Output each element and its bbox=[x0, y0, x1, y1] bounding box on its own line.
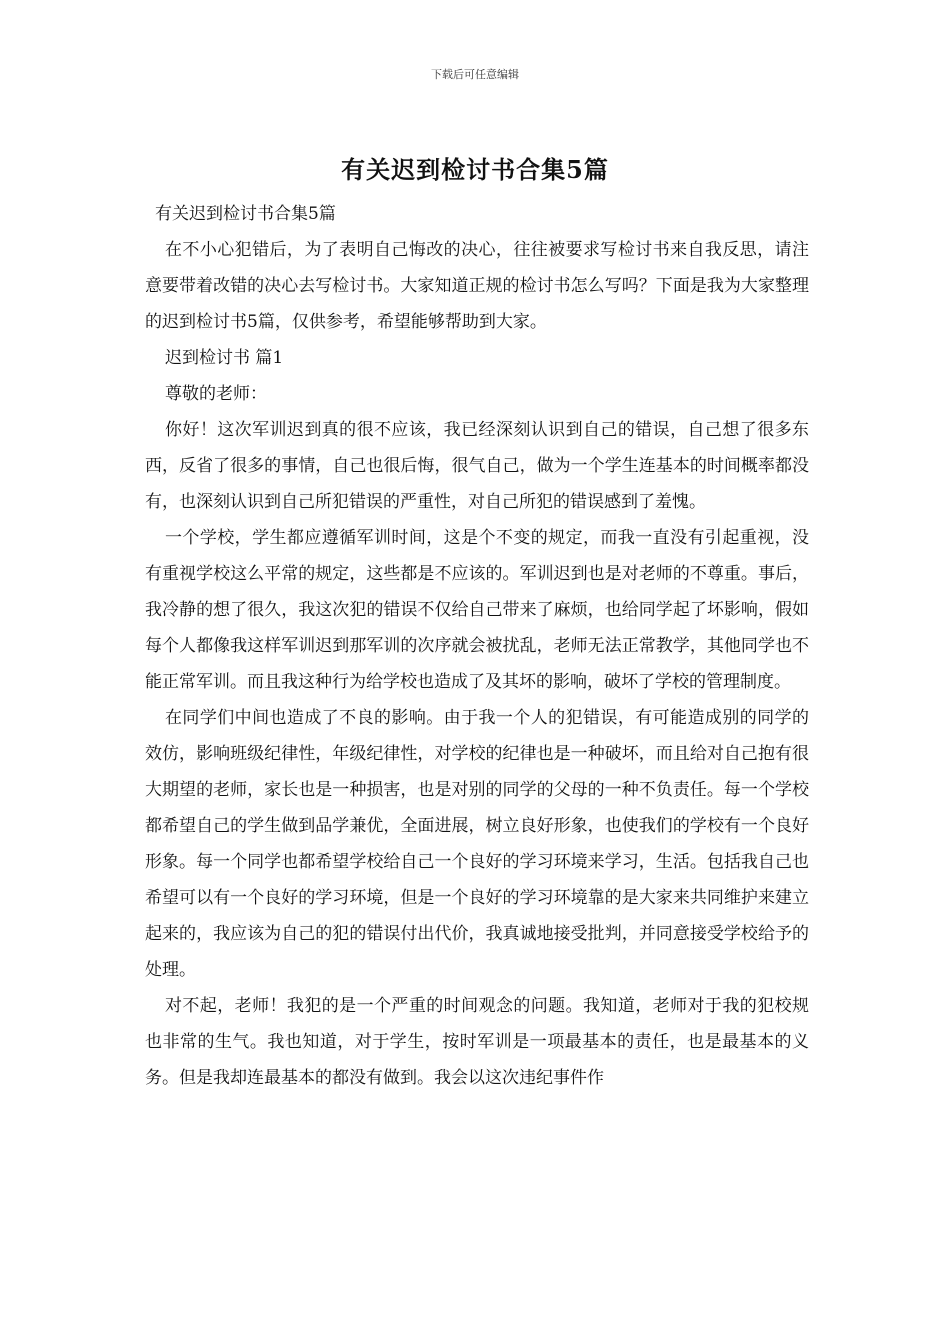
section-heading: 迟到检讨书 篇1 bbox=[165, 348, 284, 368]
paragraph: 你好！这次军训迟到真的很不应该，我已经深刻认识到自己的错误，自己想了很多东西，反省了很多的事情，自己也很后悔，很气自己，做为一个学生连基本的时间概率都没有，也深刻认识到自己所犯错误的严重性，对自己所犯的错误感到了羞愧。 bbox=[145, 420, 809, 512]
document-body bbox=[145, 196, 809, 1096]
paragraph-intro: 在不小心犯错后，为了表明自己悔改的决心，往往被要求写检讨书来自我反思，请注意要带着改错的决心去写检讨书。大家知道正规的检讨书怎么写吗？下面是我为大家整理的迟到检讨书5篇，仅供参考，希望能够帮助到大家。 bbox=[145, 240, 809, 332]
paragraph-subtitle: 有关迟到检讨书合集5篇 bbox=[155, 204, 336, 224]
paragraph: 一个学校，学生都应遵循军训时间，这是个不变的规定，而我一直没有引起重视，没有重视学校这么平常的规定，这些都是不应该的。军训迟到也是对老师的不尊重。事后，我冷静的想了很久，我这次犯的错误不仅给自己带来了麻烦，也给同学起了坏影响，假如每个人都像我这样军训迟到那军训的次序就会被扰乱，老师无法正常教学，其他同学也不能正常军训。而且我这种行为给学校也造成了及其坏的影响，破坏了学校的管理制度。 bbox=[145, 528, 809, 692]
paragraph: 在同学们中间也造成了不良的影响。由于我一个人的犯错误，有可能造成别的同学的效仿，影响班级纪律性，年级纪律性，对学校的纪律也是一种破坏，而且给对自己抱有很大期望的老师，家长也是一种损害，也是对别的同学的父母的一种不负责任。每一个学校都希望自己的学生做到品学兼优，全面进展，树立良好形象，也使我们的学校有一个良好形象。每一个同学也都希望学校给自己一个良好的学习环境来学习，生活。包括我自己也希望可以有一个良好的学习环境，但是一个良好的学习环境靠的是大家来共同维护来建立起来的，我应该为自己的犯的错误付出代价，我真诚地接受批判，并同意接受学校给予的处理。 bbox=[145, 708, 809, 980]
paragraph: 对不起，老师！我犯的是一个严重的时间观念的问题。我知道，老师对于我的犯校规也非常的生气。我也知道，对于学生，按时军训是一项最基本的责任，也是最基本的义务。但是我却连最基本的都没有做到。我会以这次违纪事件作 bbox=[145, 996, 809, 1088]
document-title: 有关迟到检讨书合集5篇 bbox=[341, 155, 609, 184]
salutation: 尊敬的老师： bbox=[165, 384, 267, 404]
header-note: 下载后可任意编辑 bbox=[431, 68, 519, 81]
